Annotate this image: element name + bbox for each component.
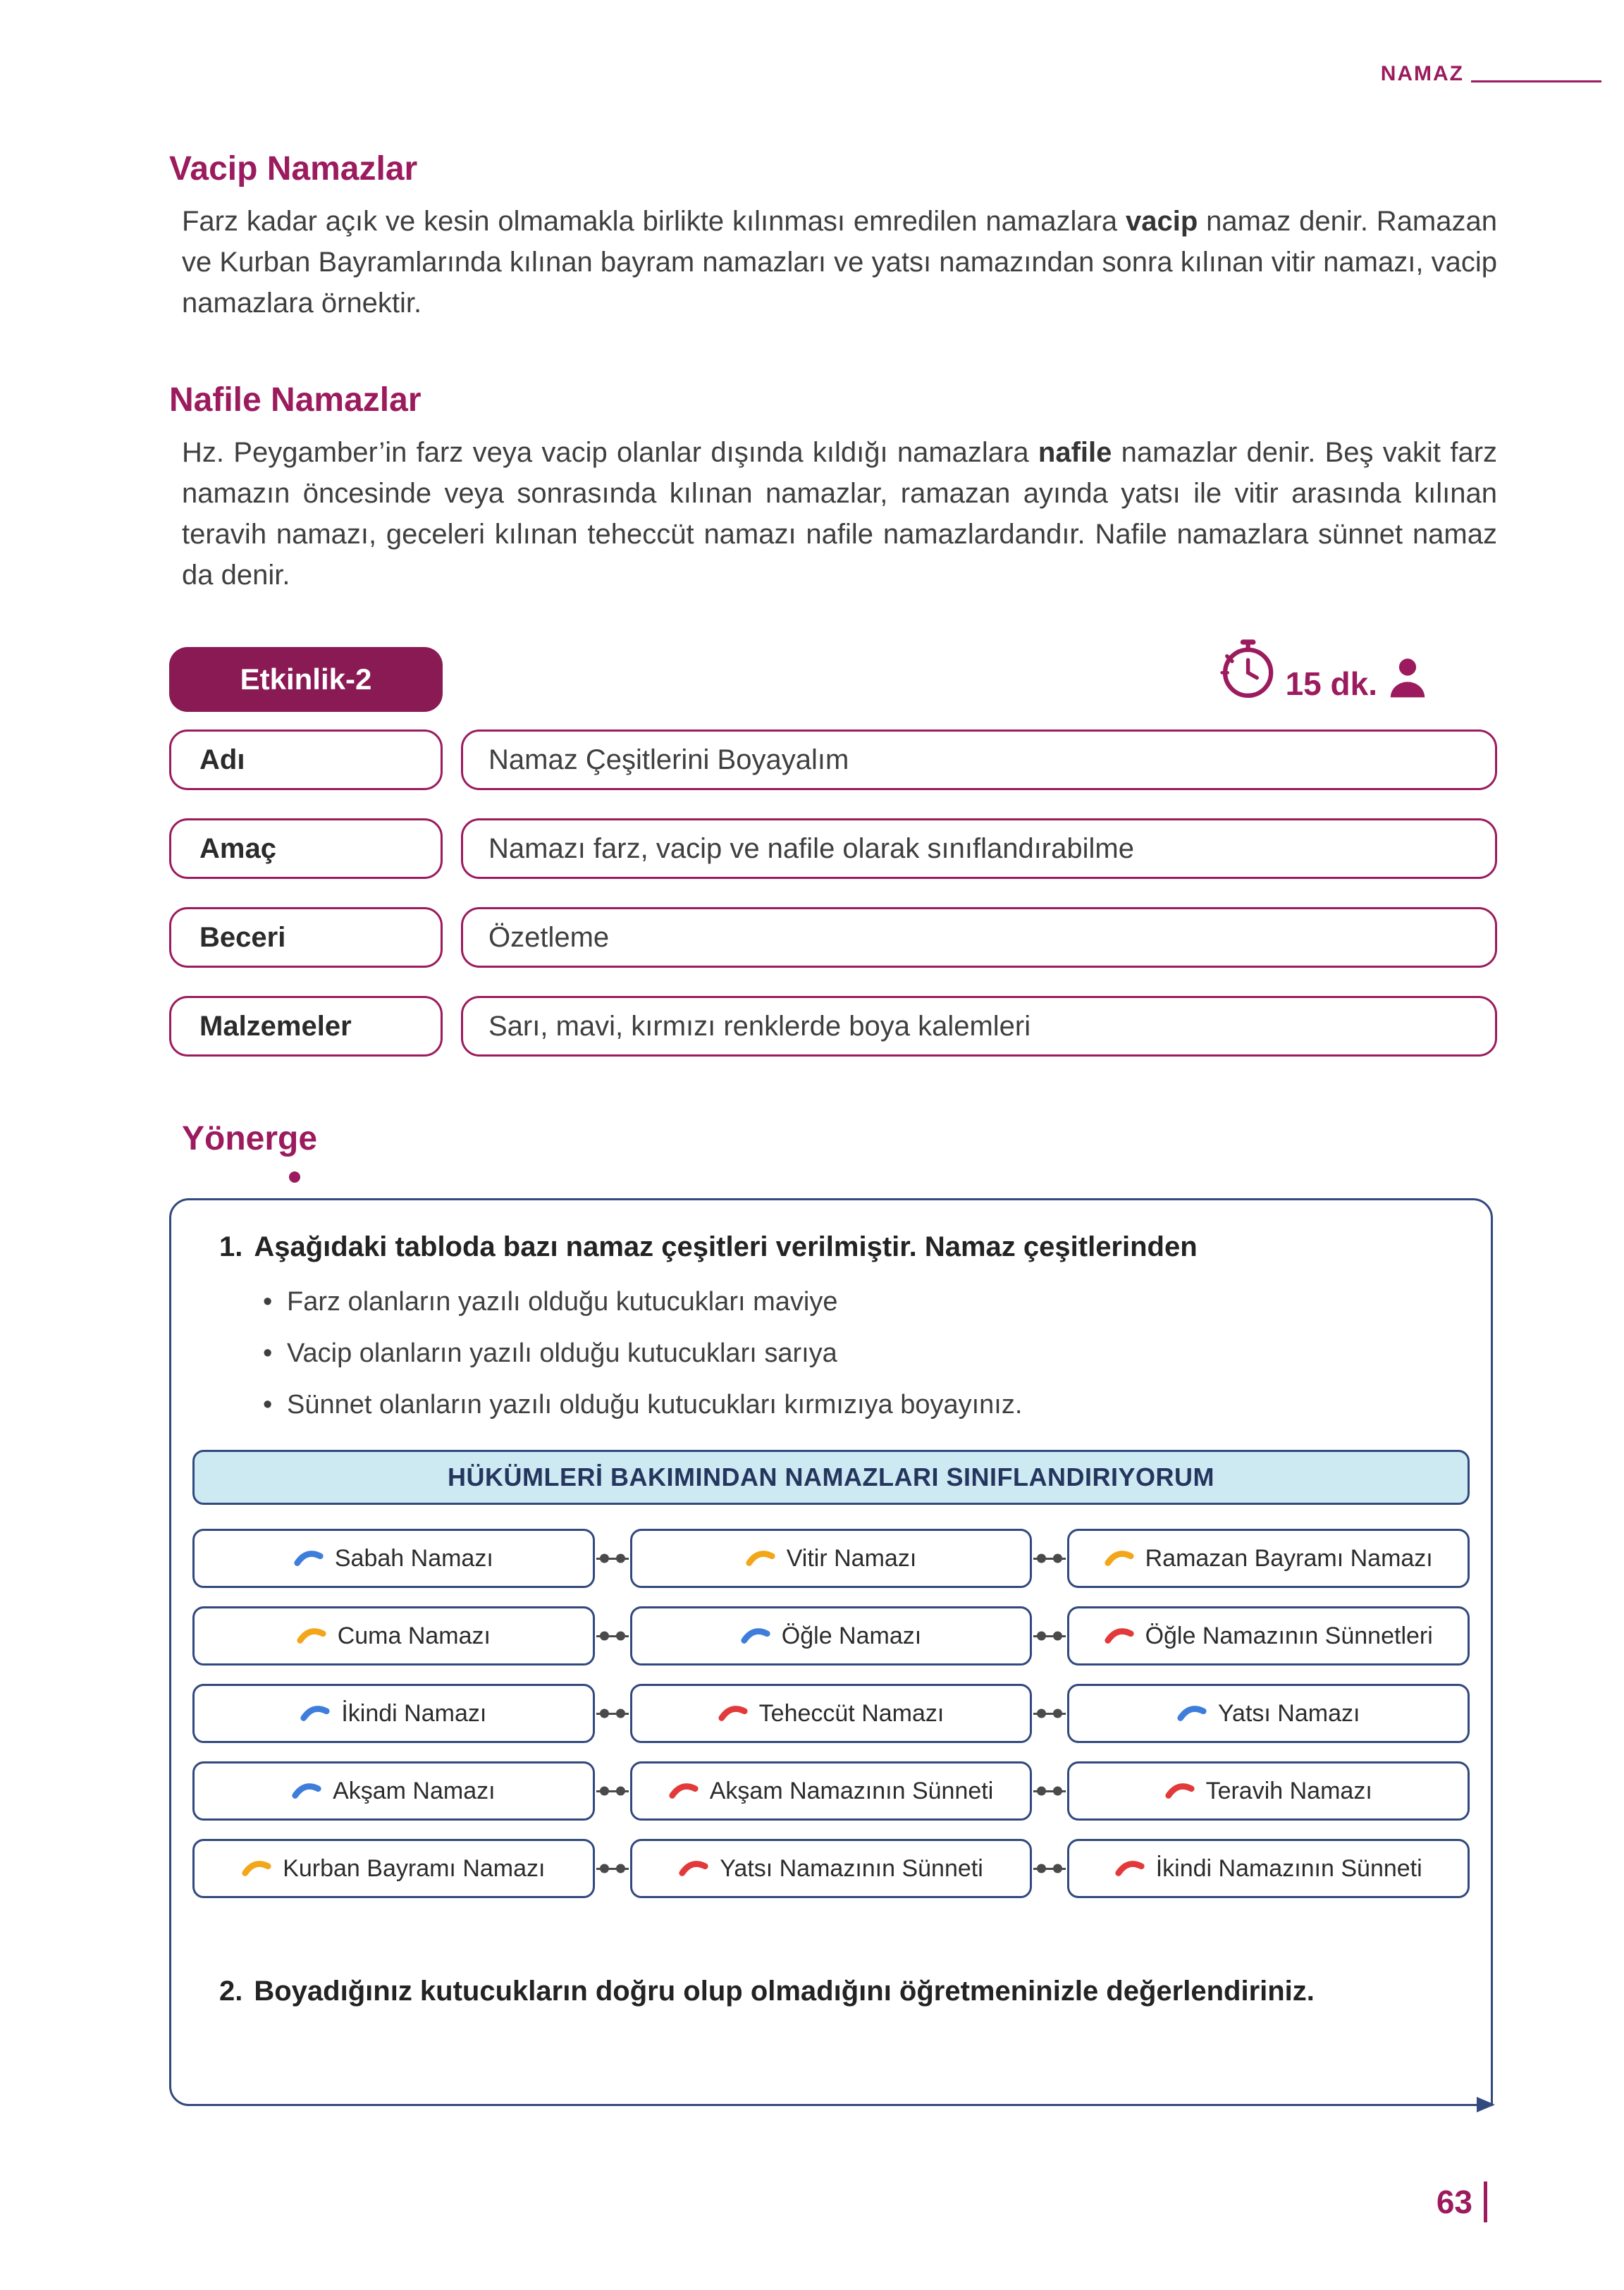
step-text: Boyadığınız kutucukların doğru olup olmadığını öğretmeninizle değerlendiriniz.	[254, 1976, 1315, 2007]
prayer-cell-label: Öğle Namazının Sünnetleri	[1145, 1622, 1433, 1649]
link-connector-icon	[1033, 1786, 1066, 1796]
prayer-cell-label: Akşam Namazının Sünneti	[709, 1777, 994, 1804]
link-connector-icon	[596, 1709, 629, 1718]
yonerge-dot	[289, 1171, 300, 1183]
paragraph-text: Hz. Peygamber’in farz veya vacip olanlar dışında kıldığı namazlara	[182, 437, 1038, 468]
page-number	[1437, 2181, 1487, 2222]
prayer-cell[interactable]	[1067, 1839, 1470, 1898]
prayer-cell-label: Öğle Namazı	[781, 1622, 922, 1649]
paragraph-text: namazlar denir. Beş vakit farz namazın öncesinde veya sonrasında kılınan namazlar, ramazan ayında yatsı ile vitir arasında kılınan teravih namazı, geceleri kılınan teheccüt namazı nafile namazlardandır. Nafile namazlara sünnet namaz da denir.	[182, 437, 1498, 591]
prayer-cell[interactable]	[192, 1606, 595, 1666]
activity-value-box	[461, 730, 1497, 790]
running-head-label: NAMAZ	[1380, 62, 1464, 85]
activity-label: Amaç	[199, 832, 276, 864]
paint-mark-icon	[741, 1627, 770, 1645]
activity-label-box	[169, 818, 443, 879]
prayer-cell[interactable]	[192, 1761, 595, 1821]
link-connector-icon	[596, 1553, 629, 1563]
activity-label: Malzemeler	[199, 1010, 352, 1042]
paragraph-bold-term: nafile	[1038, 437, 1112, 468]
prayer-cell[interactable]	[1067, 1529, 1470, 1588]
activity-value-box	[461, 818, 1497, 879]
prayer-cell-label: Cuma Namazı	[337, 1622, 491, 1649]
prayer-cell-label: İkindi Namazı	[341, 1699, 487, 1727]
prayer-cell-label: Akşam Namazı	[333, 1777, 496, 1804]
paragraph-bold-term: vacip	[1126, 206, 1198, 237]
page-number-rule	[1484, 2181, 1487, 2222]
paint-mark-icon	[292, 1782, 321, 1800]
yonerge-title	[182, 1119, 317, 1158]
section-title: Nafile Namazlar	[169, 381, 422, 419]
paint-mark-icon	[1165, 1782, 1195, 1800]
prayer-cell[interactable]	[1067, 1606, 1470, 1666]
prayer-cell[interactable]	[1067, 1761, 1470, 1821]
running-head-rule	[1471, 80, 1601, 82]
prayer-cell-label: Teheccüt Namazı	[758, 1699, 945, 1727]
link-connector-icon	[596, 1786, 629, 1796]
step-number: 1.	[219, 1231, 243, 1262]
instruction-step-2	[219, 1976, 1470, 2007]
prayer-cell-label: Sabah Namazı	[334, 1544, 493, 1572]
link-connector-icon	[596, 1864, 629, 1873]
paint-mark-icon	[297, 1627, 326, 1645]
prayer-cell-label: Kurban Bayramı Namazı	[283, 1854, 546, 1882]
activity-meta	[169, 730, 1497, 1085]
table-row	[192, 1684, 1470, 1743]
prayer-cell[interactable]	[630, 1606, 1033, 1666]
person-icon	[1384, 655, 1431, 706]
paragraph-text: namaz denir. Ramazan ve Kurban Bayramlarında kılınan bayram namazları ve yatsı namazından sonra kılınan vitir namazı, vacip namazlara örnektir.	[182, 206, 1497, 319]
step-number: 2.	[219, 1976, 243, 2007]
activity-badge	[169, 647, 443, 712]
activity-value: Sarı, mavi, kırmızı renklerde boya kalemleri	[488, 1010, 1031, 1042]
table-row	[192, 1761, 1470, 1821]
activity-row	[169, 730, 1497, 790]
prayer-cell-label: Ramazan Bayramı Namazı	[1145, 1544, 1433, 1572]
paint-mark-icon	[300, 1704, 330, 1723]
activity-badge-label: Etkinlik-2	[240, 663, 372, 696]
prayer-cell[interactable]	[192, 1839, 595, 1898]
prayer-cell-label: İkindi Namazının Sünneti	[1155, 1854, 1422, 1882]
instruction-bullet: • Sünnet olanların yazılı olduğu kutucukları kırmızıya boyayınız.	[263, 1390, 1470, 1420]
paint-mark-icon	[294, 1549, 324, 1568]
activity-row	[169, 907, 1497, 968]
prayer-cell-label: Vitir Namazı	[786, 1544, 917, 1572]
activity-label-box	[169, 996, 443, 1057]
paint-mark-icon	[1115, 1859, 1145, 1878]
link-connector-icon	[1033, 1553, 1066, 1563]
instruction-bullets	[263, 1287, 1470, 1420]
prayer-cell[interactable]	[630, 1684, 1033, 1743]
running-head	[1381, 62, 1601, 86]
paragraph-text: Farz kadar açık ve kesin olmamakla birlikte kılınması emredilen namazlara	[182, 206, 1126, 237]
classification-table-title: HÜKÜMLERİ BAKIMINDAN NAMAZLARI SINIFLANDIRIYORUM	[448, 1463, 1214, 1491]
table-row	[192, 1606, 1470, 1666]
prayer-cell[interactable]	[192, 1529, 595, 1588]
paint-mark-icon	[242, 1859, 271, 1878]
activity-label: Adı	[199, 744, 245, 775]
clock-icon	[1212, 636, 1279, 706]
instruction-bullet: • Vacip olanların yazılı olduğu kutucukları sarıya	[263, 1338, 1470, 1369]
yonerge-title-text: Yönerge	[182, 1120, 318, 1157]
link-connector-icon	[596, 1631, 629, 1641]
prayer-cell-label: Teravih Namazı	[1205, 1777, 1372, 1804]
prayer-cell[interactable]	[630, 1839, 1033, 1898]
section-vacip	[169, 149, 1497, 324]
duration-label: 15 dk.	[1285, 665, 1377, 702]
paint-mark-icon	[718, 1704, 748, 1723]
classification-table-header	[192, 1450, 1470, 1505]
activity-value-box	[461, 907, 1497, 968]
prayer-cell[interactable]	[1067, 1684, 1470, 1743]
table-row	[192, 1529, 1470, 1588]
section-nafile	[169, 381, 1497, 596]
activity-timer	[1212, 636, 1431, 706]
paint-mark-icon	[1105, 1627, 1134, 1645]
paint-mark-icon	[1105, 1549, 1134, 1568]
prayer-cell-label: Yatsı Namazı	[1217, 1699, 1360, 1727]
link-connector-icon	[1033, 1864, 1066, 1873]
page-number-text: 63	[1436, 2184, 1472, 2220]
paint-mark-icon	[669, 1782, 699, 1800]
link-connector-icon	[1033, 1709, 1066, 1718]
activity-label-box	[169, 730, 443, 790]
instruction-bullet: • Farz olanların yazılı olduğu kutucukları maviye	[263, 1287, 1470, 1317]
prayer-cell-label: Yatsı Namazının Sünneti	[720, 1854, 983, 1882]
prayer-cell[interactable]	[192, 1684, 595, 1743]
activity-value: Namaz Çeşitlerini Boyayalım	[488, 744, 849, 775]
section-title: Vacip Namazlar	[169, 150, 418, 187]
activity-value: Namazı farz, vacip ve nafile olarak sınıflandırabilme	[488, 832, 1134, 864]
paint-mark-icon	[679, 1859, 708, 1878]
yonerge-box	[169, 1198, 1493, 2106]
activity-label-box	[169, 907, 443, 968]
activity-label: Beceri	[199, 921, 286, 953]
activity-row	[169, 818, 1497, 879]
link-connector-icon	[1033, 1631, 1066, 1641]
table-row	[192, 1839, 1470, 1898]
step-text: Aşağıdaki tabloda bazı namaz çeşitleri verilmiştir. Namaz çeşitlerinden	[254, 1231, 1198, 1262]
activity-row	[169, 996, 1497, 1057]
activity-value-box	[461, 996, 1497, 1057]
paint-mark-icon	[1177, 1704, 1207, 1723]
classification-table	[192, 1529, 1470, 1898]
paint-mark-icon	[746, 1549, 775, 1568]
instruction-step-1	[219, 1231, 1470, 1263]
activity-value: Özetleme	[488, 921, 610, 953]
prayer-cell[interactable]	[630, 1761, 1033, 1821]
prayer-cell[interactable]	[630, 1529, 1033, 1588]
section-paragraph	[169, 432, 1497, 596]
section-paragraph	[169, 201, 1497, 324]
